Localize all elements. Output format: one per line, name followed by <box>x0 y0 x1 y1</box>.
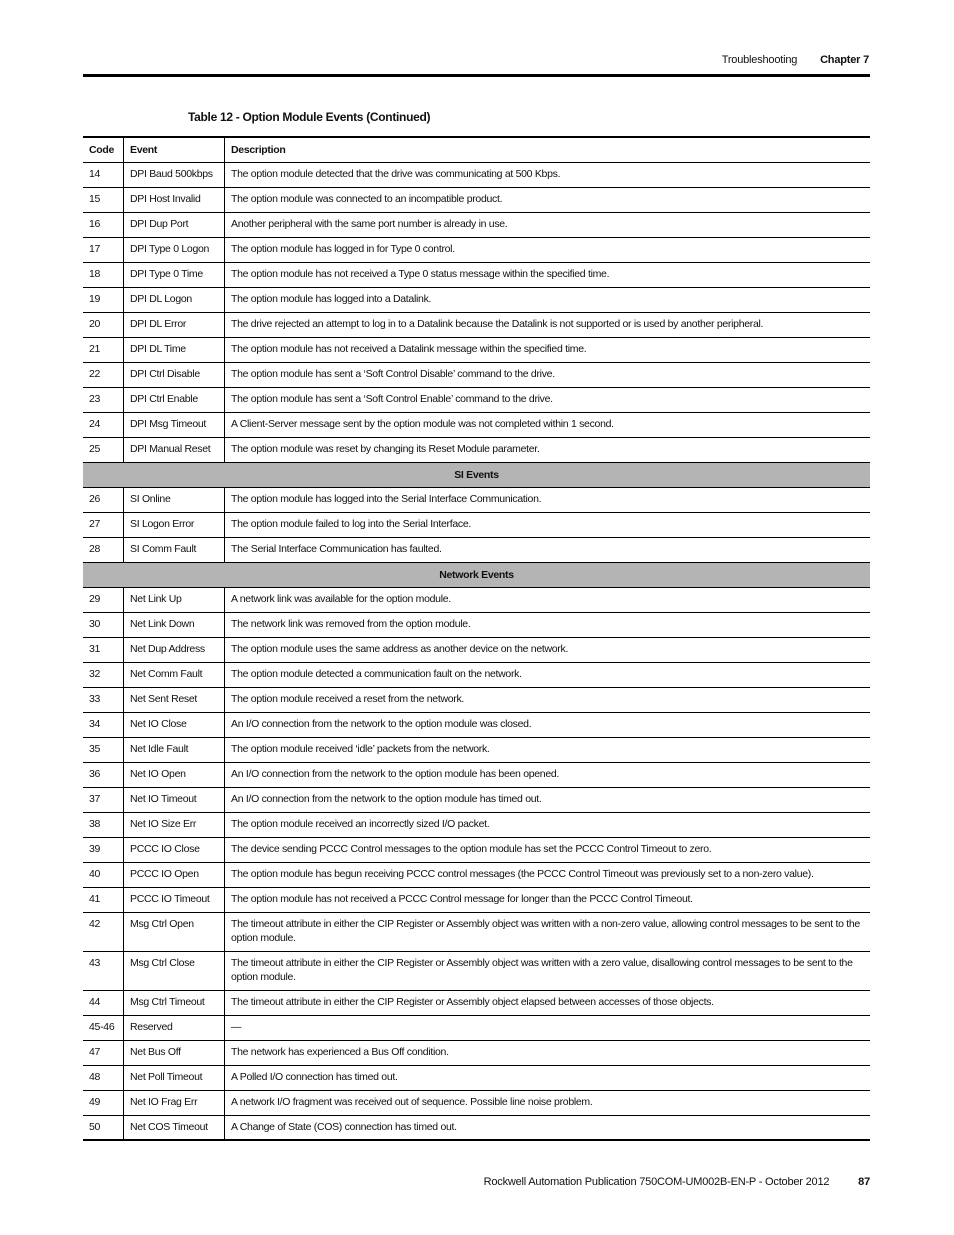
event-description-cell: The network has experienced a Bus Off condition. <box>225 1040 871 1065</box>
event-code-cell: 16 <box>83 212 124 237</box>
event-description-cell: The option module was connected to an incompatible product. <box>225 187 871 212</box>
chapter-label: Chapter 7 <box>820 54 869 66</box>
event-code-cell: 25 <box>83 437 124 462</box>
event-description-cell: The option module received an incorrectly sized I/O packet. <box>225 812 871 837</box>
event-description-cell: The option module detected that the drive was communicating at 500 Kbps. <box>225 162 871 187</box>
event-code-cell: 39 <box>83 837 124 862</box>
event-code-cell: 15 <box>83 187 124 212</box>
event-description-cell: An I/O connection from the network to the option module has timed out. <box>225 787 871 812</box>
event-name-cell: Net Bus Off <box>124 1040 225 1065</box>
event-name-cell: DPI DL Time <box>124 337 225 362</box>
event-code-cell: 21 <box>83 337 124 362</box>
table-row <box>83 637 870 662</box>
page-number: 87 <box>858 1176 870 1188</box>
event-name-cell: SI Logon Error <box>124 512 225 537</box>
table-row <box>83 787 870 812</box>
section-name: Troubleshooting <box>721 54 798 66</box>
table-row <box>83 437 870 462</box>
table-row <box>83 337 870 362</box>
event-code-cell: 20 <box>83 312 124 337</box>
table-row <box>83 762 870 787</box>
event-description-cell: — <box>225 1015 871 1040</box>
event-code-cell: 32 <box>83 662 124 687</box>
event-description-cell: The drive rejected an attempt to log in to a Datalink because the Datalink is not supported or is used by another peripheral. <box>225 312 871 337</box>
table-row <box>83 712 870 737</box>
table-row <box>83 237 870 262</box>
event-description-cell: Another peripheral with the same port number is already in use. <box>225 212 871 237</box>
event-description-cell: The option module has sent a ‘Soft Control Disable’ command to the drive. <box>225 362 871 387</box>
event-description-cell: The option module has begun receiving PCCC control messages (the PCCC Control Timeout was previously set to a non-zero value). <box>225 862 871 887</box>
event-code-cell: 42 <box>83 912 124 951</box>
event-name-cell: DPI DL Error <box>124 312 225 337</box>
table-row <box>83 287 870 312</box>
event-name-cell: SI Comm Fault <box>124 537 225 562</box>
section-heading: SI Events <box>83 462 870 487</box>
column-header-code: Code <box>83 137 124 162</box>
event-name-cell: DPI Ctrl Disable <box>124 362 225 387</box>
event-description-cell: The network link was removed from the option module. <box>225 612 871 637</box>
event-description-cell: The option module has not received a Type 0 status message within the specified time. <box>225 262 871 287</box>
event-description-cell: The option module has logged into a Datalink. <box>225 287 871 312</box>
table-row <box>83 687 870 712</box>
event-name-cell: Net IO Open <box>124 762 225 787</box>
table-row <box>83 162 870 187</box>
event-name-cell: DPI Type 0 Time <box>124 262 225 287</box>
table-row <box>83 312 870 337</box>
event-description-cell: The option module has not received a PCCC Control message for longer than the PCCC Control Timeout. <box>225 887 871 912</box>
event-code-cell: 24 <box>83 412 124 437</box>
event-name-cell: DPI DL Logon <box>124 287 225 312</box>
event-code-cell: 44 <box>83 990 124 1015</box>
event-name-cell: Net Dup Address <box>124 637 225 662</box>
event-description-cell: The option module received ‘idle’ packets from the network. <box>225 737 871 762</box>
event-description-cell: The option module was reset by changing its Reset Module parameter. <box>225 437 871 462</box>
table-row <box>83 812 870 837</box>
table-row <box>83 587 870 612</box>
event-code-cell: 26 <box>83 487 124 512</box>
event-name-cell: Net Link Down <box>124 612 225 637</box>
event-name-cell: Net Comm Fault <box>124 662 225 687</box>
event-name-cell: Net COS Timeout <box>124 1115 225 1140</box>
section-heading: Network Events <box>83 562 870 587</box>
event-code-cell: 35 <box>83 737 124 762</box>
event-name-cell: PCCC IO Timeout <box>124 887 225 912</box>
event-code-cell: 48 <box>83 1065 124 1090</box>
event-code-cell: 37 <box>83 787 124 812</box>
event-description-cell: A Polled I/O connection has timed out. <box>225 1065 871 1090</box>
running-header <box>722 54 869 66</box>
event-code-cell: 34 <box>83 712 124 737</box>
event-description-cell: A network link was available for the option module. <box>225 587 871 612</box>
page-footer <box>484 1176 870 1188</box>
table-row <box>83 262 870 287</box>
table-row <box>83 1090 870 1115</box>
event-description-cell: The timeout attribute in either the CIP Register or Assembly object elapsed between accesses of those objects. <box>225 990 871 1015</box>
event-name-cell: Net IO Timeout <box>124 787 225 812</box>
event-description-cell: The option module has not received a Datalink message within the specified time. <box>225 337 871 362</box>
event-code-cell: 27 <box>83 512 124 537</box>
event-name-cell: DPI Dup Port <box>124 212 225 237</box>
event-name-cell: Net Sent Reset <box>124 687 225 712</box>
event-code-cell: 41 <box>83 887 124 912</box>
table-row <box>83 912 870 951</box>
table-row <box>83 362 870 387</box>
event-code-cell: 43 <box>83 951 124 990</box>
section-heading-row <box>83 562 870 587</box>
event-description-cell: The option module received a reset from the network. <box>225 687 871 712</box>
event-name-cell: Net Link Up <box>124 587 225 612</box>
event-description-cell: An I/O connection from the network to the option module was closed. <box>225 712 871 737</box>
event-code-cell: 50 <box>83 1115 124 1140</box>
event-description-cell: A Client-Server message sent by the option module was not completed within 1 second. <box>225 412 871 437</box>
event-name-cell: DPI Msg Timeout <box>124 412 225 437</box>
table-title: Table 12 - Option Module Events (Continued) <box>188 110 431 124</box>
table-row <box>83 1065 870 1090</box>
table-row <box>83 862 870 887</box>
event-description-cell: The Serial Interface Communication has faulted. <box>225 537 871 562</box>
event-description-cell: The option module uses the same address as another device on the network. <box>225 637 871 662</box>
event-code-cell: 30 <box>83 612 124 637</box>
header-rule <box>83 74 870 77</box>
event-name-cell: DPI Host Invalid <box>124 187 225 212</box>
table-row <box>83 537 870 562</box>
event-name-cell: DPI Manual Reset <box>124 437 225 462</box>
column-header-description: Description <box>225 137 871 162</box>
event-name-cell: DPI Type 0 Logon <box>124 237 225 262</box>
table-row <box>83 512 870 537</box>
table-row <box>83 412 870 437</box>
event-name-cell: PCCC IO Open <box>124 862 225 887</box>
event-code-cell: 22 <box>83 362 124 387</box>
event-code-cell: 33 <box>83 687 124 712</box>
event-description-cell: The option module has sent a ‘Soft Control Enable’ command to the drive. <box>225 387 871 412</box>
option-module-events-table <box>83 136 870 1141</box>
event-description-cell: The option module has logged into the Serial Interface Communication. <box>225 487 871 512</box>
table-row <box>83 737 870 762</box>
table-row <box>83 887 870 912</box>
table-row <box>83 612 870 637</box>
event-description-cell: The option module has logged in for Type 0 control. <box>225 237 871 262</box>
table-row <box>83 212 870 237</box>
table-header-row <box>83 137 870 162</box>
event-name-cell: Reserved <box>124 1015 225 1040</box>
event-name-cell: DPI Baud 500kbps <box>124 162 225 187</box>
table-row <box>83 1040 870 1065</box>
event-description-cell: A network I/O fragment was received out of sequence. Possible line noise problem. <box>225 1090 871 1115</box>
event-code-cell: 14 <box>83 162 124 187</box>
event-description-cell: An I/O connection from the network to the option module has been opened. <box>225 762 871 787</box>
table-row <box>83 951 870 990</box>
table-row <box>83 990 870 1015</box>
event-name-cell: PCCC IO Close <box>124 837 225 862</box>
event-code-cell: 18 <box>83 262 124 287</box>
event-name-cell: Net IO Size Err <box>124 812 225 837</box>
event-code-cell: 28 <box>83 537 124 562</box>
event-code-cell: 47 <box>83 1040 124 1065</box>
table-row <box>83 1115 870 1140</box>
event-name-cell: Msg Ctrl Open <box>124 912 225 951</box>
table-row <box>83 187 870 212</box>
event-description-cell: The option module failed to log into the Serial Interface. <box>225 512 871 537</box>
event-name-cell: Net IO Close <box>124 712 225 737</box>
event-code-cell: 31 <box>83 637 124 662</box>
event-name-cell: Msg Ctrl Timeout <box>124 990 225 1015</box>
event-code-cell: 29 <box>83 587 124 612</box>
table-row <box>83 837 870 862</box>
event-name-cell: DPI Ctrl Enable <box>124 387 225 412</box>
event-code-cell: 38 <box>83 812 124 837</box>
event-description-cell: The timeout attribute in either the CIP Register or Assembly object was written with a zero value, disallowing control messages to be sent to the option module. <box>225 951 871 990</box>
table-body <box>83 162 870 1140</box>
table-row <box>83 1015 870 1040</box>
column-header-event: Event <box>124 137 225 162</box>
event-name-cell: Net IO Frag Err <box>124 1090 225 1115</box>
event-description-cell: The device sending PCCC Control messages to the option module has set the PCCC Control Timeout to zero. <box>225 837 871 862</box>
section-heading-row <box>83 462 870 487</box>
event-code-cell: 40 <box>83 862 124 887</box>
event-code-cell: 19 <box>83 287 124 312</box>
event-description-cell: The option module detected a communication fault on the network. <box>225 662 871 687</box>
event-description-cell: A Change of State (COS) connection has timed out. <box>225 1115 871 1140</box>
event-code-cell: 23 <box>83 387 124 412</box>
table-row <box>83 662 870 687</box>
table-row <box>83 387 870 412</box>
table-row <box>83 487 870 512</box>
event-name-cell: SI Online <box>124 487 225 512</box>
event-code-cell: 49 <box>83 1090 124 1115</box>
event-code-cell: 45-46 <box>83 1015 124 1040</box>
publication-info: Rockwell Automation Publication 750COM-UM002B-EN-P - October 2012 <box>483 1176 830 1188</box>
event-name-cell: Msg Ctrl Close <box>124 951 225 990</box>
event-code-cell: 36 <box>83 762 124 787</box>
event-name-cell: Net Poll Timeout <box>124 1065 225 1090</box>
event-code-cell: 17 <box>83 237 124 262</box>
event-name-cell: Net Idle Fault <box>124 737 225 762</box>
event-description-cell: The timeout attribute in either the CIP Register or Assembly object was written with a non-zero value, allowing control messages to be sent to the option module. <box>225 912 871 951</box>
